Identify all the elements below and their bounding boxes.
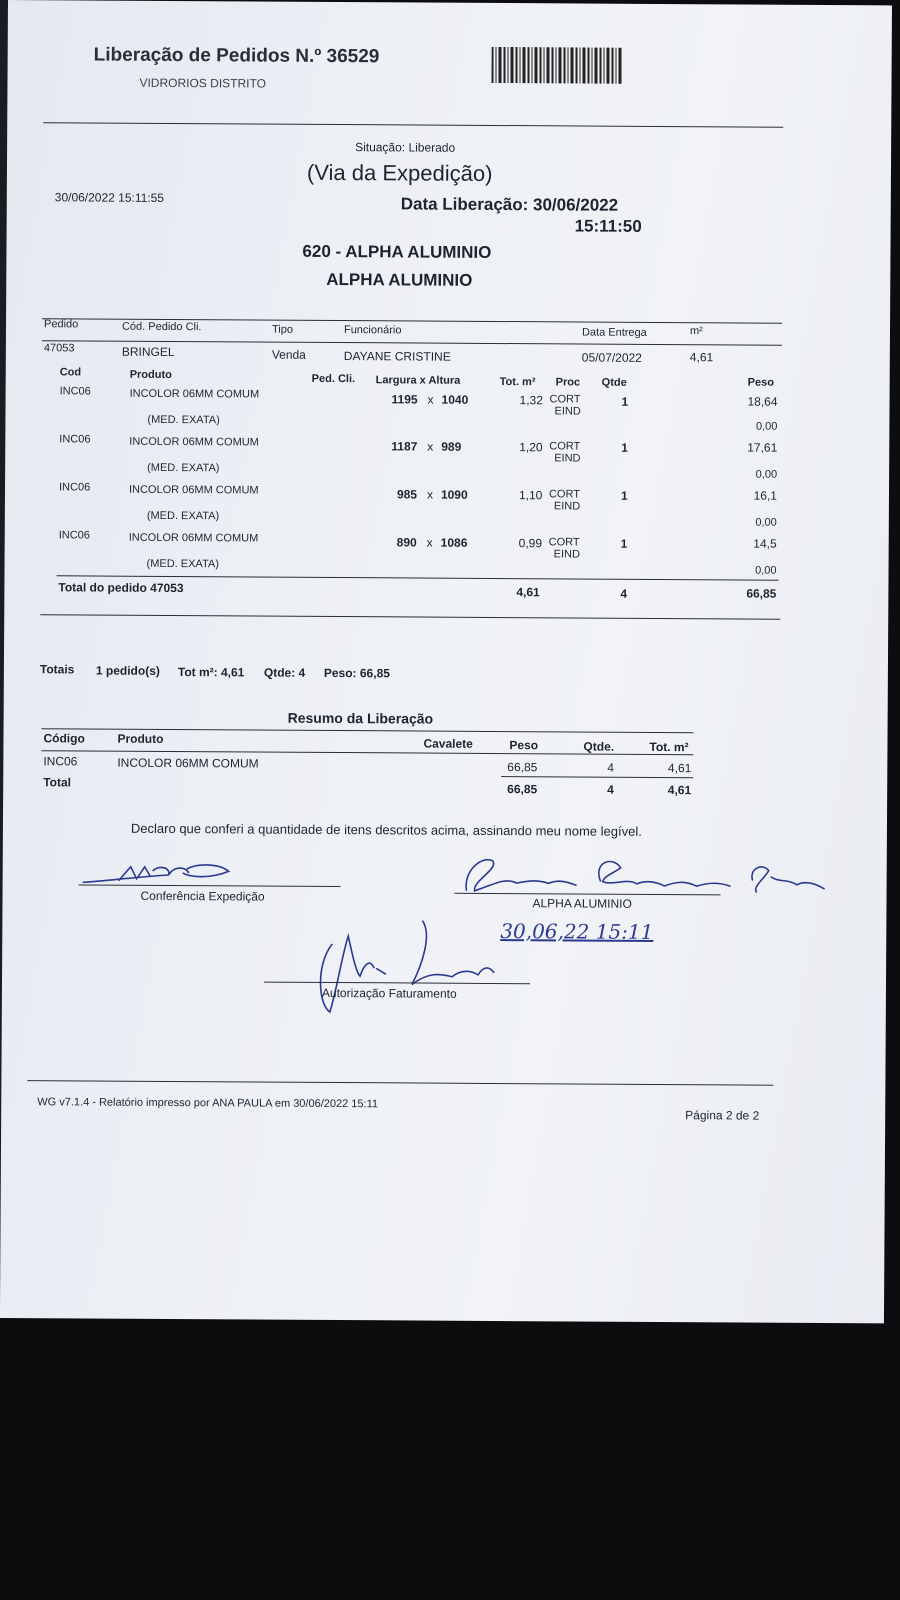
footer-printed-by: WG v7.1.4 - Relatório impresso por ANA PAULA em 30/06/2022 15:11 — [37, 1096, 379, 1111]
client-signature — [452, 851, 832, 905]
barcode-icon — [492, 47, 622, 84]
item-largura: 1187 — [391, 439, 418, 454]
value-cod-pedido-cli: BRINGEL — [121, 344, 175, 360]
item-peso: 17,61 — [747, 440, 778, 455]
declaration-text: Declaro que conferi a quantidade de itens descritos acima, assinando meu nome legível. — [130, 820, 642, 839]
item-altura: 1040 — [441, 392, 469, 407]
summary-col-qtde: Qtde. — [583, 739, 615, 754]
item-largura: 985 — [396, 487, 418, 502]
item-sub: (MED. EXATA) — [146, 509, 220, 523]
item-proc1: CORT — [548, 488, 580, 501]
handwritten-date: 30,06,22 15:11 — [500, 919, 654, 944]
autorizacao-signature — [312, 914, 503, 1019]
totals-label: Totais — [39, 662, 75, 677]
item-qtde: 1 — [620, 488, 628, 503]
totals-pedidos: 1 pedido(s) — [95, 663, 160, 678]
status-text: Situação: Liberado — [355, 140, 456, 155]
label-data-entrega: Data Entrega — [581, 326, 647, 339]
item-proc1: CORT — [549, 393, 581, 406]
item-sub: (MED. EXATA) — [147, 461, 220, 475]
value-pedido: 47053 — [43, 342, 75, 355]
label-funcionario: Funcionário — [343, 324, 402, 337]
item-largura: 890 — [396, 535, 417, 550]
summary-produto: INCOLOR 06MM COMUM — [117, 755, 259, 771]
summary-total-label: Total — [43, 775, 72, 790]
client-signature-label: ALPHA ALUMINIO — [532, 896, 632, 911]
item-produto: INCOLOR 06MM COMUM — [129, 435, 259, 449]
col-proc: Proc — [555, 376, 581, 389]
value-funcionario: DAYANE CRISTINE — [343, 349, 451, 364]
summary-total-qtde: 4 — [607, 782, 614, 797]
item-produto: INCOLOR 06MM COMUM — [128, 483, 259, 497]
order-total-rule — [56, 575, 778, 580]
label-pedido: Pedido — [43, 318, 79, 331]
item-cod: INC06 — [58, 481, 91, 494]
item-sub-peso: 0,00 — [755, 564, 777, 577]
item-sub-peso: 0,00 — [755, 516, 777, 529]
item-proc2: EIND — [553, 500, 581, 513]
release-time: 15:11:50 — [574, 216, 642, 236]
item-tot: 1,20 — [519, 440, 543, 455]
item-cod: INC06 — [59, 385, 91, 398]
summary-total-peso: 66,85 — [507, 782, 538, 797]
value-data-entrega: 05/07/2022 — [581, 350, 642, 365]
item-altura: 1086 — [440, 535, 468, 550]
item-qtde: 1 — [621, 440, 629, 455]
item-produto: INCOLOR 06MM COMUM — [128, 531, 259, 545]
item-proc2: EIND — [553, 548, 580, 561]
item-proc1: CORT — [549, 440, 581, 453]
header-divider — [43, 122, 783, 128]
item-x: x — [427, 392, 434, 407]
via-label: (Via da Expedição) — [306, 159, 493, 186]
col-ped-cli: Ped. Cli. — [311, 372, 356, 386]
col-dims: Largura x Altura — [375, 374, 461, 387]
item-qtde: 1 — [620, 536, 628, 551]
value-tipo: Venda — [271, 347, 306, 362]
summary-peso: 66,85 — [507, 760, 538, 775]
item-cod: INC06 — [59, 433, 91, 446]
item-sub: (MED. EXATA) — [147, 413, 220, 427]
summary-tot: 4,61 — [667, 761, 692, 776]
item-proc1: CORT — [548, 536, 580, 549]
order-total-qtde: 4 — [620, 586, 628, 601]
totals-tot-m2: Tot m²: 4,61 — [177, 665, 245, 680]
summary-col-cavalete: Cavalete — [423, 736, 473, 751]
item-peso: 18,64 — [747, 394, 778, 409]
summary-total-tot: 4,61 — [667, 783, 692, 798]
item-tot: 1,10 — [518, 488, 543, 503]
company-name: VIDRORIOS DISTRITO — [139, 75, 267, 91]
col-tot-m2: Tot. m² — [499, 376, 536, 389]
item-peso: 14,5 — [753, 536, 777, 551]
label-tipo: Tipo — [271, 323, 294, 336]
col-peso: Peso — [747, 376, 775, 389]
item-proc2: EIND — [554, 452, 581, 465]
value-m2: 4,61 — [689, 350, 714, 365]
item-proc2: EIND — [554, 405, 581, 418]
item-produto: INCOLOR 06MM COMUM — [129, 387, 260, 401]
item-x: x — [426, 535, 433, 550]
item-largura: 1195 — [391, 392, 418, 407]
order-total-tot: 4,61 — [516, 585, 540, 600]
item-cod: INC06 — [58, 529, 90, 542]
autorizacao-label: Autorização Faturamento — [321, 985, 457, 1001]
item-x: x — [426, 487, 434, 502]
item-peso: 16,1 — [753, 488, 778, 503]
summary-title: Resumo da Liberação — [287, 709, 434, 727]
item-qtde: 1 — [621, 394, 629, 409]
footer-page-number: Página 2 de 2 — [685, 1108, 760, 1123]
conferencia-signature — [79, 852, 249, 893]
item-sub-peso: 0,00 — [755, 468, 778, 481]
document-title: Liberação de Pedidos N.º 36529 — [93, 44, 380, 68]
item-x: x — [427, 439, 434, 454]
summary-qtde: 4 — [607, 760, 615, 775]
col-qtde: Qtde — [601, 376, 627, 389]
summary-col-codigo: Código — [43, 731, 85, 746]
item-altura: 1090 — [440, 487, 468, 502]
col-produto: Produto — [129, 368, 172, 382]
summary-col-produto: Produto — [117, 731, 164, 746]
client-code-name: 620 - ALPHA ALUMINIO — [302, 241, 492, 262]
print-datetime: 30/06/2022 15:11:55 — [54, 190, 165, 205]
label-m2: m² — [689, 325, 703, 338]
item-tot: 1,32 — [519, 393, 543, 408]
item-sub: (MED. EXATA) — [146, 557, 219, 571]
order-total-peso: 66,85 — [746, 586, 777, 601]
summary-col-tot-m2: Tot. m² — [649, 739, 689, 755]
conferencia-label: Conferência Expedição — [140, 888, 265, 904]
item-altura: 989 — [441, 439, 462, 454]
totals-qtde: Qtde: 4 — [263, 665, 306, 680]
summary-col-peso: Peso — [509, 738, 539, 753]
col-cod: Cod — [59, 366, 82, 379]
items-bottom-rule — [40, 614, 780, 620]
totals-peso: Peso: 66,85 — [323, 665, 390, 681]
client-name: ALPHA ALUMINIO — [326, 269, 473, 290]
release-date: Data Liberação: 30/06/2022 — [400, 194, 619, 215]
item-tot: 0,99 — [518, 536, 543, 551]
footer-rule — [27, 1080, 773, 1086]
summary-total-rule — [501, 776, 693, 778]
order-total-label: Total do pedido 47053 — [58, 580, 184, 596]
item-sub-peso: 0,00 — [755, 420, 778, 433]
label-cod-pedido-cli: Cód. Pedido Cli. — [121, 320, 202, 334]
summary-codigo: INC06 — [43, 754, 78, 769]
